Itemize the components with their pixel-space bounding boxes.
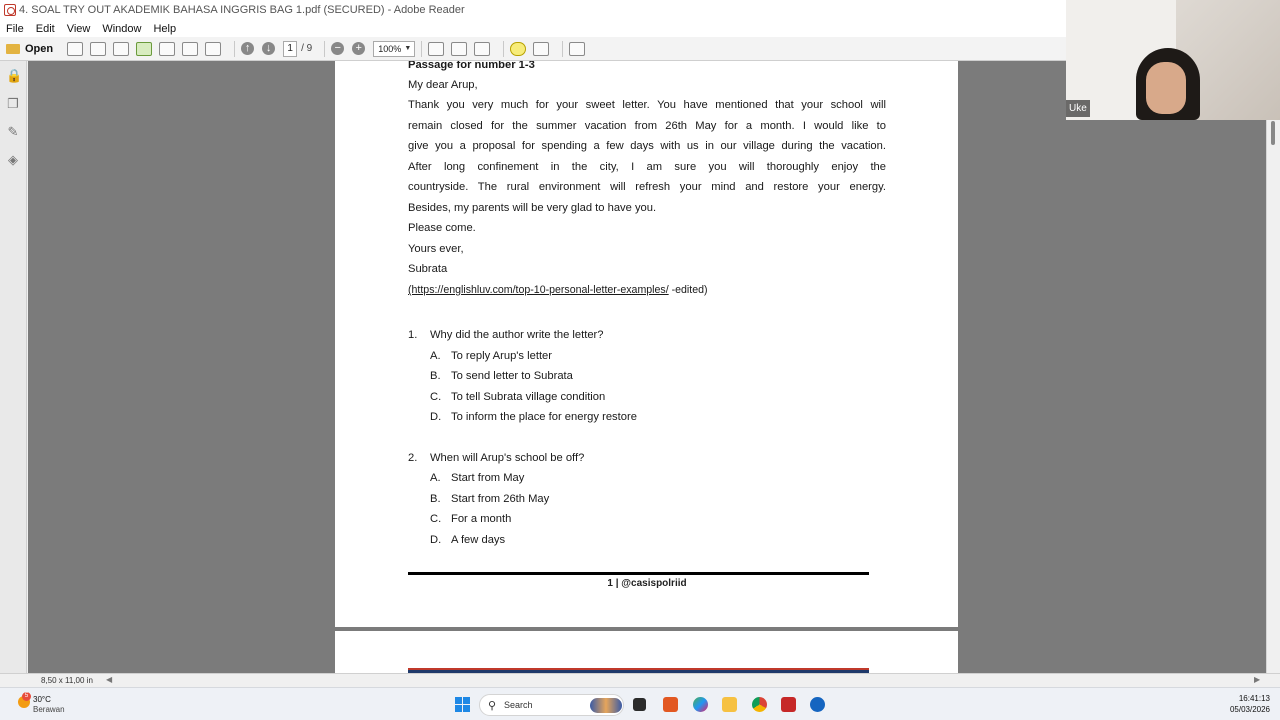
question-number: 2. bbox=[408, 452, 418, 464]
email-icon[interactable] bbox=[205, 42, 221, 56]
passage-heading: Passage for number 1-3 bbox=[408, 61, 535, 71]
zoom-app-icon[interactable] bbox=[810, 697, 825, 712]
clock-time: 16:41:13 bbox=[1238, 694, 1270, 703]
toolbar-separator bbox=[234, 41, 235, 57]
page-size: 8,50 x 11,00 in bbox=[41, 676, 93, 685]
weather-condition: Berawan bbox=[33, 705, 65, 714]
participant-face bbox=[1146, 62, 1186, 114]
export-pdf-icon[interactable] bbox=[90, 42, 106, 56]
search-label: Search bbox=[504, 700, 533, 710]
letter-body-line: After long confinement in the city, I am sure you will thoroughly enjoy the bbox=[408, 161, 886, 173]
clock-date: 05/03/2026 bbox=[1229, 705, 1270, 714]
search-highlight-icon bbox=[590, 698, 622, 713]
letter-body-line: Thank you very much for your sweet letter. You have mentioned that your school will bbox=[408, 99, 886, 111]
menu-file[interactable]: File bbox=[6, 22, 24, 35]
edit-pdf-icon[interactable] bbox=[113, 42, 129, 56]
toolbar-separator bbox=[503, 41, 504, 57]
option-letter: C. bbox=[430, 513, 442, 525]
chrome-icon[interactable] bbox=[752, 697, 767, 712]
pages-icon[interactable]: ❐ bbox=[7, 96, 19, 111]
option-text: To tell Subrata village condition bbox=[451, 391, 606, 403]
fit-page-icon[interactable] bbox=[451, 42, 467, 56]
footer-divider bbox=[408, 572, 869, 575]
task-view-icon[interactable] bbox=[633, 698, 646, 711]
taskbar bbox=[0, 687, 1280, 720]
adobe-reader-taskbar-icon[interactable] bbox=[781, 697, 796, 712]
menu-help[interactable]: Help bbox=[153, 22, 177, 35]
option-letter: A. bbox=[430, 350, 441, 362]
option-letter: B. bbox=[430, 370, 441, 382]
comment-icon[interactable] bbox=[510, 42, 526, 56]
option-text: To send letter to Subrata bbox=[451, 370, 573, 382]
webcam-overlay bbox=[1066, 0, 1280, 120]
print-icon[interactable] bbox=[182, 42, 198, 56]
lock-icon[interactable]: 🔒 bbox=[6, 68, 23, 83]
scrollbar-thumb[interactable] bbox=[1271, 121, 1275, 145]
notification-badge: 5 bbox=[22, 692, 31, 701]
windows-start-icon[interactable] bbox=[455, 697, 470, 712]
toolbar-separator bbox=[324, 41, 325, 57]
toolbar-separator bbox=[421, 41, 422, 57]
source-citation bbox=[408, 284, 708, 296]
page-footer: 1 | @casispolriid bbox=[607, 578, 687, 589]
chevron-down-icon: ▼ bbox=[404, 44, 412, 52]
question-text: When will Arup's school be off? bbox=[430, 452, 585, 464]
open-button[interactable] bbox=[6, 40, 53, 58]
menu-view[interactable]: View bbox=[66, 22, 91, 35]
cloud-upload-icon[interactable] bbox=[136, 42, 152, 56]
search-icon: ⚲ bbox=[488, 700, 497, 712]
option-letter: A. bbox=[430, 472, 441, 484]
save-icon[interactable] bbox=[159, 42, 175, 56]
navigation-panel bbox=[0, 61, 27, 673]
weather-temperature: 30°C bbox=[33, 695, 51, 704]
participant-name: Uke bbox=[1066, 100, 1090, 117]
zoom-select[interactable] bbox=[373, 41, 415, 57]
zoom-value: 100% bbox=[378, 43, 402, 54]
scroll-right-icon[interactable]: ▶ bbox=[1254, 675, 1261, 684]
source-suffix: -edited) bbox=[668, 284, 708, 296]
status-bar bbox=[0, 673, 1280, 687]
system-clock[interactable] bbox=[1220, 693, 1270, 715]
scroll-left-icon[interactable]: ◀ bbox=[106, 675, 113, 684]
option-text: To reply Arup's letter bbox=[451, 350, 553, 362]
window-title: 4. SOAL TRY OUT AKADEMIK BAHASA INGGRIS BAG 1.pdf (SECURED) - Adobe Reader bbox=[19, 4, 465, 16]
adobe-reader-icon bbox=[4, 4, 16, 16]
sign-icon[interactable] bbox=[533, 42, 549, 56]
source-link[interactable]: (https://englishluv.com/top-10-personal-letter-examples/ bbox=[408, 284, 669, 296]
copilot-icon[interactable] bbox=[693, 697, 708, 712]
page-total: / 9 bbox=[301, 43, 313, 54]
option-text: Start from May bbox=[451, 472, 525, 484]
letter-greeting: My dear Arup, bbox=[408, 79, 478, 91]
next-page-button[interactable]: ↓ bbox=[262, 42, 275, 55]
option-letter: D. bbox=[430, 534, 442, 546]
zoom-in-button[interactable]: + bbox=[352, 42, 365, 55]
open-label: Open bbox=[25, 42, 54, 55]
toolbar-separator bbox=[562, 41, 563, 57]
menu-edit[interactable]: Edit bbox=[35, 22, 55, 35]
fit-width-icon[interactable] bbox=[428, 42, 444, 56]
option-text: A few days bbox=[451, 534, 506, 546]
option-text: Start from 26th May bbox=[451, 493, 550, 505]
letter-body-last-line: Besides, my parents will be very glad to have you. bbox=[408, 202, 657, 214]
folder-icon bbox=[6, 44, 20, 54]
expand-icon[interactable] bbox=[569, 42, 585, 56]
option-text: For a month bbox=[451, 513, 512, 525]
app-s-icon[interactable] bbox=[663, 697, 678, 712]
vertical-scrollbar[interactable] bbox=[1266, 61, 1280, 673]
previous-page-button[interactable]: ↑ bbox=[241, 42, 254, 55]
option-letter: C. bbox=[430, 391, 442, 403]
option-letter: B. bbox=[430, 493, 441, 505]
question-number: 1. bbox=[408, 329, 418, 341]
menu-window[interactable]: Window bbox=[102, 22, 142, 35]
letter-closing-line: Yours ever, bbox=[408, 243, 464, 255]
letter-signature: Subrata bbox=[408, 263, 448, 275]
file-explorer-icon[interactable] bbox=[722, 697, 737, 712]
letter-body-line: countryside. The rural environment will refresh your mind and restore your energy. bbox=[408, 181, 886, 193]
letter-body-line: remain closed for the summer vacation from 26th May for a month. I would like to bbox=[408, 120, 886, 132]
page-number-input[interactable]: 1 bbox=[283, 41, 297, 57]
document-viewport[interactable] bbox=[28, 61, 1266, 673]
question-text: Why did the author write the letter? bbox=[430, 329, 604, 341]
scroll-mode-icon[interactable] bbox=[474, 42, 490, 56]
letter-body-line: give you a proposal for spending a few days with us in our village during the vacation. bbox=[408, 140, 886, 152]
pdf-page bbox=[335, 61, 958, 627]
layers-icon[interactable]: ◈ bbox=[8, 152, 18, 167]
option-text: To inform the place for energy restore bbox=[451, 411, 637, 423]
taskbar-search[interactable] bbox=[479, 694, 624, 716]
attachment-icon[interactable]: ✎ bbox=[7, 124, 19, 139]
letter-closing-line: Please come. bbox=[408, 222, 476, 234]
zoom-out-button[interactable]: − bbox=[331, 42, 344, 55]
create-pdf-icon[interactable] bbox=[67, 42, 83, 56]
pdf-page-next bbox=[335, 631, 958, 673]
option-letter: D. bbox=[430, 411, 442, 423]
